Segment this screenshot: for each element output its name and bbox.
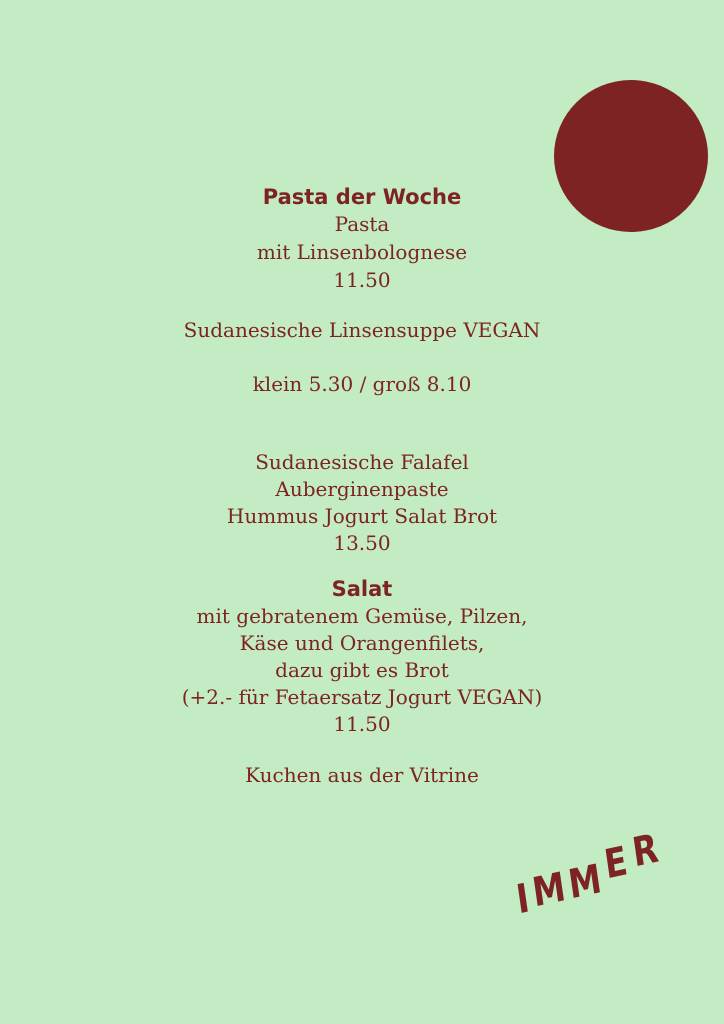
stamp-letter: M [529,864,568,917]
pasta-line-2: mit Linsenbolognese [256,240,468,264]
salad-price: 11.50 [333,712,391,736]
pasta-line-1: Pasta [334,212,390,236]
falafel-price: 13.50 [333,531,391,555]
pasta-price: 11.50 [333,268,391,292]
salad-heading: Salat [331,577,393,601]
cake-line: Kuchen aus der Vitrine [245,763,479,787]
salad-line-1: mit gebratenem Gemüse, Pilzen, [196,604,528,628]
immer-stamp [512,826,692,926]
soup-price: klein 5.30 / groß 8.10 [252,372,472,396]
falafel-line-3: Hummus Jogurt Salat Brot [226,504,498,528]
stamp-letter: E [601,838,630,889]
pasta-heading: Pasta der Woche [262,185,462,209]
falafel-line-2: Auberginenpaste [275,477,449,501]
salad-line-2: Käse und Orangenfilets, [239,631,485,655]
falafel-line-1: Sudanesische Falafel [255,450,469,474]
soup-name: Sudanesische Linsensuppe VEGAN [183,318,541,342]
salad-line-3: dazu gibt es Brot [275,658,449,682]
stamp-letter: M [565,856,604,909]
stamp-letter: R [629,825,661,877]
salad-line-4: (+2.- für Fetaersatz Jogurt VEGAN) [181,685,543,709]
stamp-letter: I [513,875,532,924]
